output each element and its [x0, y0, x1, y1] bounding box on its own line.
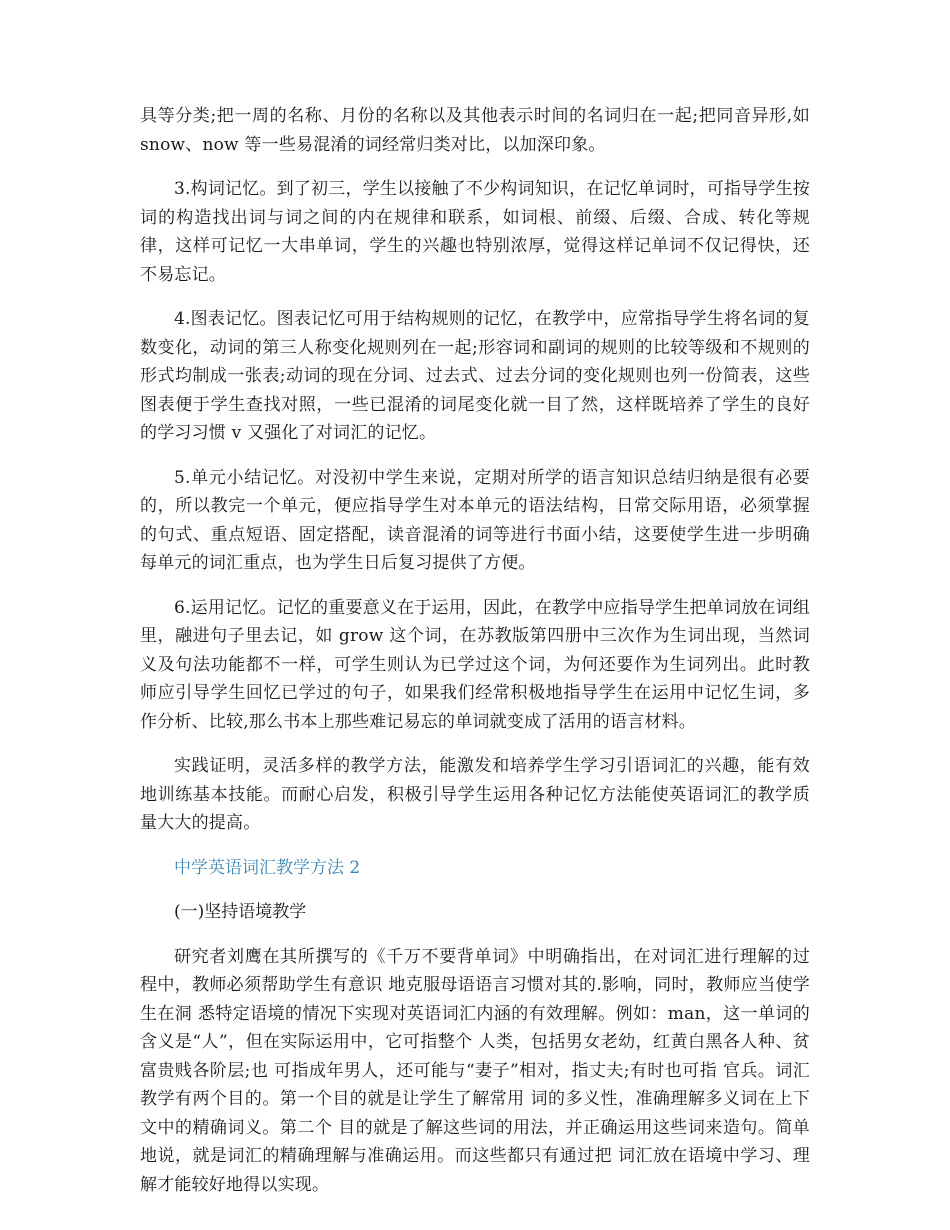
paragraph-conclusion: 实践证明，灵活多样的教学方法，能激发和培养学生学习引语词汇的兴趣，能有效地训练基本技能。而耐心启发，积极引导学生运用各种记忆方法能使英语词汇的教学质量大大的提高。 — [140, 756, 810, 833]
section-heading: 中学英语词汇教学方法 2 — [174, 857, 361, 878]
sub-heading: (一)坚持语境教学 — [174, 902, 307, 922]
paragraph-unit-summary-memory: 5.单元小结记忆。对没初中学生来说，定期对所学的语言知识总结归纳是很有必要的，所以教完一个单元，便应指导学生对本单元的语法结构，日常交际用语，必须掌握的句式、重点短语、固定搭配，读音混淆的词等进行书面小结，这要使学生进一步明确每单元的词汇重点，也为学生日后复习提供了方便。 — [140, 467, 810, 573]
paragraph-usage-memory: 6.运用记忆。记忆的重要意义在于运用，因此，在教学中应指导学生把单词放在词组里，融进句子里去记，如 grow 这个词，在苏教版第四册中三次作为生词出现，当然词义及句法功能都不一样，可学生则认为已学过这个词，为何还要作为生词列出。此时教师应引导学生回忆已学过的句子，如果我们经常积极地指导学生在运用中记忆生词，多作分析、比较,那么书本上那些难记易忘的单词就变成了活用的语言材料。 — [140, 597, 810, 732]
paragraph-word-formation-memory: 3.构词记忆。到了初三，学生以接触了不少构词知识，在记忆单词时，可指导学生按词的构造找出词与词之间的内在规律和联系，如词根、前缀、后缀、合成、转化等规律，这样可记忆一大串单词，学生的兴趣也特别浓厚，觉得这样记单词不仅记得快，还不易忘记。 — [140, 179, 810, 285]
paragraph-chart-memory: 4.图表记忆。图表记忆可用于结构规则的记忆，在教学中，应常指导学生将名词的复数变化，动词的第三人称变化规则列在一起;形容词和副词的规则的比较等级和不规则的形式均制成一张表;动词的现在分词、过去式、过去分词的变化规则也列一份简表，这些图表便于学生查找对照，一些已混淆的词尾变化就一目了然，这样既培养了学生的良好的学习习惯 v 又强化了对词汇的记忆。 — [140, 309, 810, 443]
paragraph-context-teaching: 研究者刘鹰在其所撰写的《千万不要背单词》中明确指出，在对词汇进行理解的过程中，教师必须帮助学生有意识 地克服母语语言习惯对其的.影响，同时，教师应当使学生在洞 悉特定语境的情况下实现对英语词汇内涵的有效理解。例如：man，这一单词的含义是“人”，但在实际运用中，它可指整个 人类，包括男女老幼，红黄白黑各人种、贫富贵贱各阶层;也 可指成年男人，还可能与“妻子”相对，指丈夫;有时也可指 官兵。词汇教学有两个目的。第一个目的就是让学生了解常用 词的多义性，准确理解多义词在上下文中的精确词义。第二个 目的就是了解这些词的用法，并正确运用这些词来造句。简单 地说，就是词汇的精确理解与准确运用。而这些都只有通过把 词汇放在语境中学习、理解才能较好地得以实现。 — [140, 946, 810, 1195]
paragraph-continued: 具等分类;把一周的名称、月份的名称以及其他表示时间的名词归在一起;把同音异形,如 snow、now 等一些易混淆的词经常归类对比，以加深印象。 — [140, 106, 810, 155]
document-page — [140, 102, 810, 1215]
